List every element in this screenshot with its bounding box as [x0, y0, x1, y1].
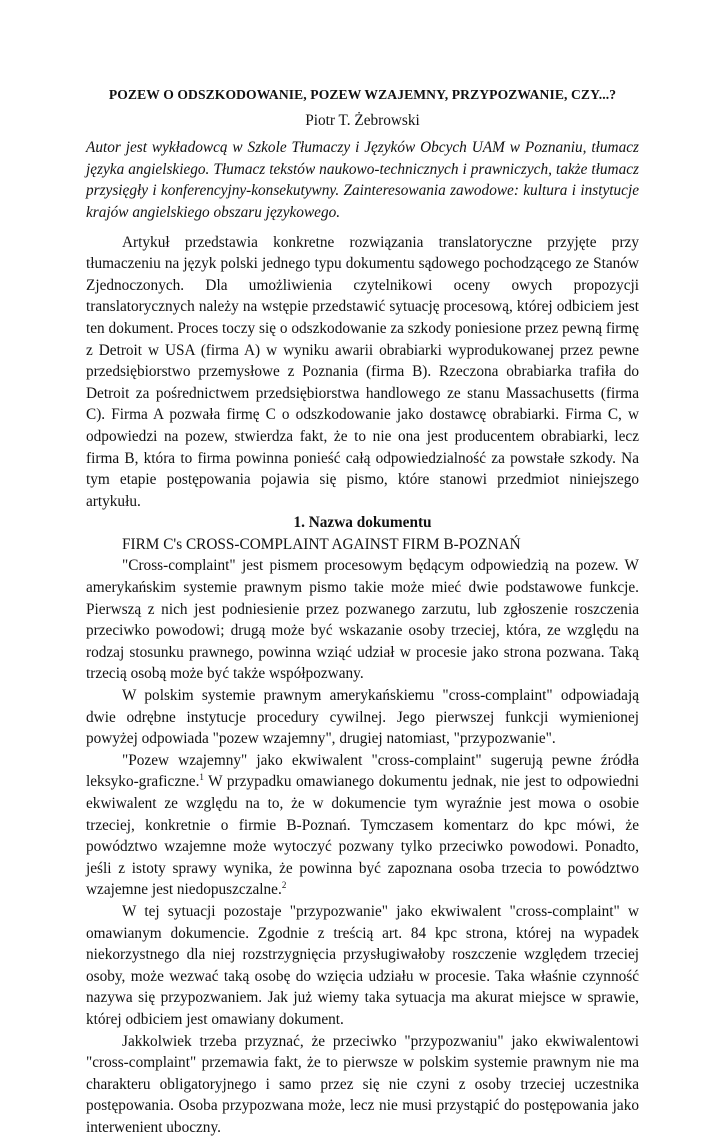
paragraph-text-part: W przypadku omawianego dokumentu jednak, nie jest to odpowiedni ekwiwalent ze względu na to, że w dokumencie tym wyraźnie jest mowa o osobie trzeciej, konkretnie o firmie B-Poznań. Tymczasem komentarz do kpc mówi, że powództwo wzajemne może wytoczyć pozwany tylko przeciwko powodowi. Ponadto, jeśli z istoty sprawy wynika, że powinna być zapoznana osoba trzecia to powództwo wzajemne jest niedopuszczalne.: [86, 773, 639, 899]
footnote-ref-1[interactable]: 1: [199, 772, 204, 783]
paragraph-pozew-wzajemny: [86, 750, 639, 901]
paragraph-text-part: "Pozew wzajemny" jako ekwiwalent "cross-complaint" sugerują pewne źródła leksyko-graficzne.: [86, 751, 639, 791]
paragraph-counterargument: Jakkolwiek trzeba przyznać, że przeciwko "przypozwaniu" jako ekwiwalentowi "cross-complaint" przemawia fakt, że to pierwsze w polskim systemie prawnym nie ma charakteru obligatoryjnego i samo przez się nie czyni z osoby trzeciej uczestnika postępowania. Osoba przypozwana może, lecz nie musi przystąpić do postępowania jako interwenient uboczny.: [86, 1032, 639, 1136]
document-name: FIRM C's CROSS-COMPLAINT AGAINST FIRM B-POZNAŃ: [122, 535, 521, 553]
paragraph-cross-complaint: "Cross-complaint" jest pismem procesowym będącym odpowiedzią na pozew. W amerykańskim systemie prawnym pismo takie może mieć dwie podstawowe funkcje. Pierwszą z nich jest podniesienie przez pozwanego zarzutu, lub zgłoszenie roszczenia przeciwko powodowi; drugą może być wskazanie osoby trzeciej, która, ze względu na rodzaj stosunku prawnego, powinna wziąć udział w procesie jako strona pozwana. Taką trzecią osobą może być także współpozwany.: [86, 557, 639, 683]
author-bio: Autor jest wykładowcą w Szkole Tłumaczy i Języków Obcych UAM w Poznaniu, tłumacz języka angielskiego. Tłumacz tekstów naukowo-technicznych i prawniczych, także tłumacz przysięgły i konferencyjny-konsekutywny. Zainteresowania zawodowe: kultura i instytucje krajów angielskiego obszaru językowego.: [86, 139, 639, 221]
article-body: [86, 84, 639, 1139]
section-heading: 1. Nazwa dokumentu: [293, 514, 432, 532]
article-title: POZEW O ODSZKODOWANIE, POZEW WZAJEMNY, PRZYPOZWANIE, CZY...?: [108, 87, 617, 102]
paragraph-polish-system: W polskim systemie prawnym amerykańskiemu "cross-complaint" odpowiadają dwie odrębne instytucje procedury cywilnej. Jego pierwszej funkcji wymienionej powyżej odpowiada "pozew wzajemny", drugiej natomiast, "przypozwanie".: [86, 687, 639, 748]
footnote-ref-2[interactable]: 2: [281, 880, 287, 891]
intro-paragraph: Artykuł przedstawia konkretne rozwiązania translatoryczne przyjęte przy tłumaczeniu na język polski jednego typu dokumentu sądowego pochodzącego ze Stanów Zjednoczonych. Dla umożliwienia czytelnikowi oceny owych propozycji translatorycznych należy na wstępie przedstawić sytuację procesową, której odbiciem jest ten dokument. Proces toczy się o odszkodowanie za szkody poniesione przez pewną firmę z Detroit w USA (firma A) w wyniku awarii obrabiarki wyprodukowanej przez pewne przedsiębiorstwo przemysłowe z Poznania (firma B). Rzeczona obrabiarka trafiła do Detroit za pośrednictwem przedsiębiorstwa handlowego ze stanu Massachusetts (firma C). Firma A pozwała firmę C o odszkodowanie jako dostawcę obrabiarki. Firma C, w odpowiedzi na pozew, stwierdza fakt, że to nie ona jest producentem obrabiarki, lecz firma B, która to firma powinna ponieść całą odpowiedzialność za powstałe szkody. Na tym etapie postępowania pojawia się pismo, które stanowi przedmiot niniejszego artykułu.: [86, 233, 639, 510]
paragraph-przypozwanie: W tej sytuacji pozostaje "przypozwanie" jako ekwiwalent "cross-complaint" w omawianym dokumencie. Zgodnie z treścią art. 84 kpc strona, której na wypadek niekorzystnego dla niej rozstrzygnięcia przysługiwałoby roszczenie względem trzeciej osoby, może wezwać taką osobę do wzięcia udziału w procesie. Taka właśnie czynność nazywa się przypozwaniem. Jak już wiemy taka sytuacja ma akurat miejsce w sprawie, której odbiciem jest omawiany dokument.: [86, 902, 639, 1028]
author-name: Piotr T. Żebrowski: [305, 111, 420, 129]
